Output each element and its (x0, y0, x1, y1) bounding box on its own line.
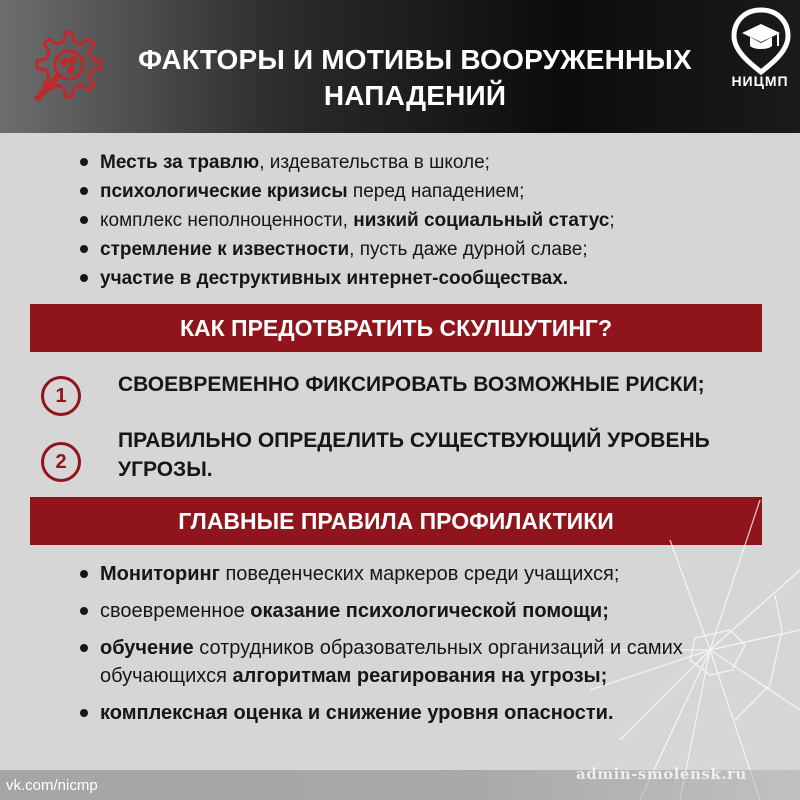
list-item: участие в деструктивных интернет-сообществах. (78, 264, 615, 293)
factors-list (78, 148, 615, 293)
gear-magnifier-icon (22, 24, 110, 114)
header-banner (0, 0, 800, 133)
list-item: обучение сотрудников образовательных организаций и самих обучающихся алгоритмам реагирования на угрозы; (78, 634, 738, 690)
list-item: Мониторинг поведенческих маркеров среди учащихся; (78, 560, 738, 588)
list-item: комплексная оценка и снижение уровня опасности. (78, 699, 738, 727)
list-item: психологические кризисы перед нападением; (78, 177, 615, 206)
brand-name: НИЦМП (731, 73, 789, 89)
section-heading-rules: ГЛАВНЫЕ ПРАВИЛА ПРОФИЛАКТИКИ (30, 497, 762, 545)
step-text: СВОЕВРЕМЕННО ФИКСИРОВАТЬ ВОЗМОЖНЫЕ РИСКИ; (118, 373, 705, 396)
list-item: комплекс неполноценности, низкий социальный статус; (78, 206, 615, 235)
list-item: стремление к известности, пусть даже дурной славе; (78, 235, 615, 264)
page-title: ФАКТОРЫ И МОТИВЫ ВООРУЖЕННЫХ НАПАДЕНИЙ (138, 44, 692, 111)
list-item: Месть за травлю, издевательства в школе; (78, 148, 615, 177)
watermark: admin-smolensk.ru (576, 765, 747, 783)
rules-list (78, 560, 738, 736)
list-item: своевременное оказание психологической помощи; (78, 597, 738, 625)
graduation-cap-location-icon (728, 6, 794, 76)
vk-link[interactable]: vk.com/nicmp (6, 777, 98, 794)
step-text: ПРАВИЛЬНО ОПРЕДЕЛИТЬ СУЩЕСТВУЮЩИЙ УРОВЕНЬ УГРОЗЫ. (118, 429, 710, 481)
section-heading-prevent: КАК ПРЕДОТВРАТИТЬ СКУЛШУТИНГ? (30, 304, 762, 352)
step-number-badge: 1 (41, 376, 81, 416)
step-number-badge: 2 (41, 442, 81, 482)
